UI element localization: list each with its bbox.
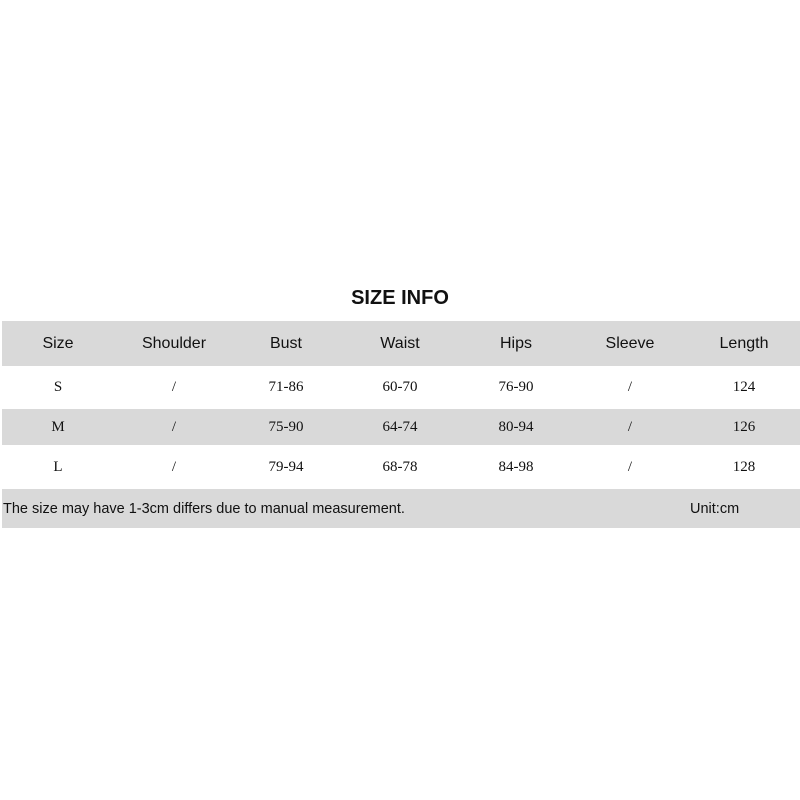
- cell-sleeve: /: [627, 458, 633, 475]
- cell-size: M: [51, 418, 65, 435]
- header-size: Size: [42, 334, 74, 352]
- cell-bust: 79-94: [268, 458, 304, 475]
- header-shoulder: Shoulder: [141, 334, 207, 352]
- cell-waist: 60-70: [382, 378, 418, 395]
- table-row: [2, 369, 800, 405]
- cell-bust: 75-90: [268, 418, 304, 435]
- table-row: [2, 409, 800, 445]
- header-length: Length: [719, 334, 769, 352]
- cell-waist: 68-78: [382, 458, 418, 475]
- cell-bust: 71-86: [268, 378, 304, 395]
- cell-hips: 76-90: [498, 378, 534, 395]
- cell-sleeve: /: [627, 418, 633, 435]
- cell-length: 124: [732, 378, 756, 395]
- cell-sleeve: /: [627, 378, 633, 395]
- measurement-note-row: [2, 489, 800, 528]
- cell-hips: 84-98: [498, 458, 534, 475]
- cell-shoulder: /: [171, 418, 177, 435]
- size-info-title: SIZE INFO: [351, 287, 449, 309]
- header-bust: Bust: [269, 334, 302, 352]
- cell-waist: 64-74: [382, 418, 418, 435]
- measurement-note: The size may have 1-3cm differs due to manual measurement.: [3, 500, 405, 517]
- header-sleeve: Sleeve: [605, 334, 655, 352]
- cell-shoulder: /: [171, 458, 177, 475]
- header-waist: Waist: [380, 334, 420, 352]
- cell-hips: 80-94: [498, 418, 534, 435]
- cell-length: 126: [732, 418, 756, 435]
- cell-shoulder: /: [171, 378, 177, 395]
- table-header-row: [2, 321, 800, 366]
- cell-length: 128: [732, 458, 756, 475]
- cell-size: L: [53, 458, 63, 475]
- size-table: [2, 321, 800, 528]
- unit-label: Unit:cm: [690, 500, 740, 517]
- table-row: [2, 449, 800, 485]
- cell-size: S: [53, 378, 63, 395]
- header-hips: Hips: [499, 334, 532, 352]
